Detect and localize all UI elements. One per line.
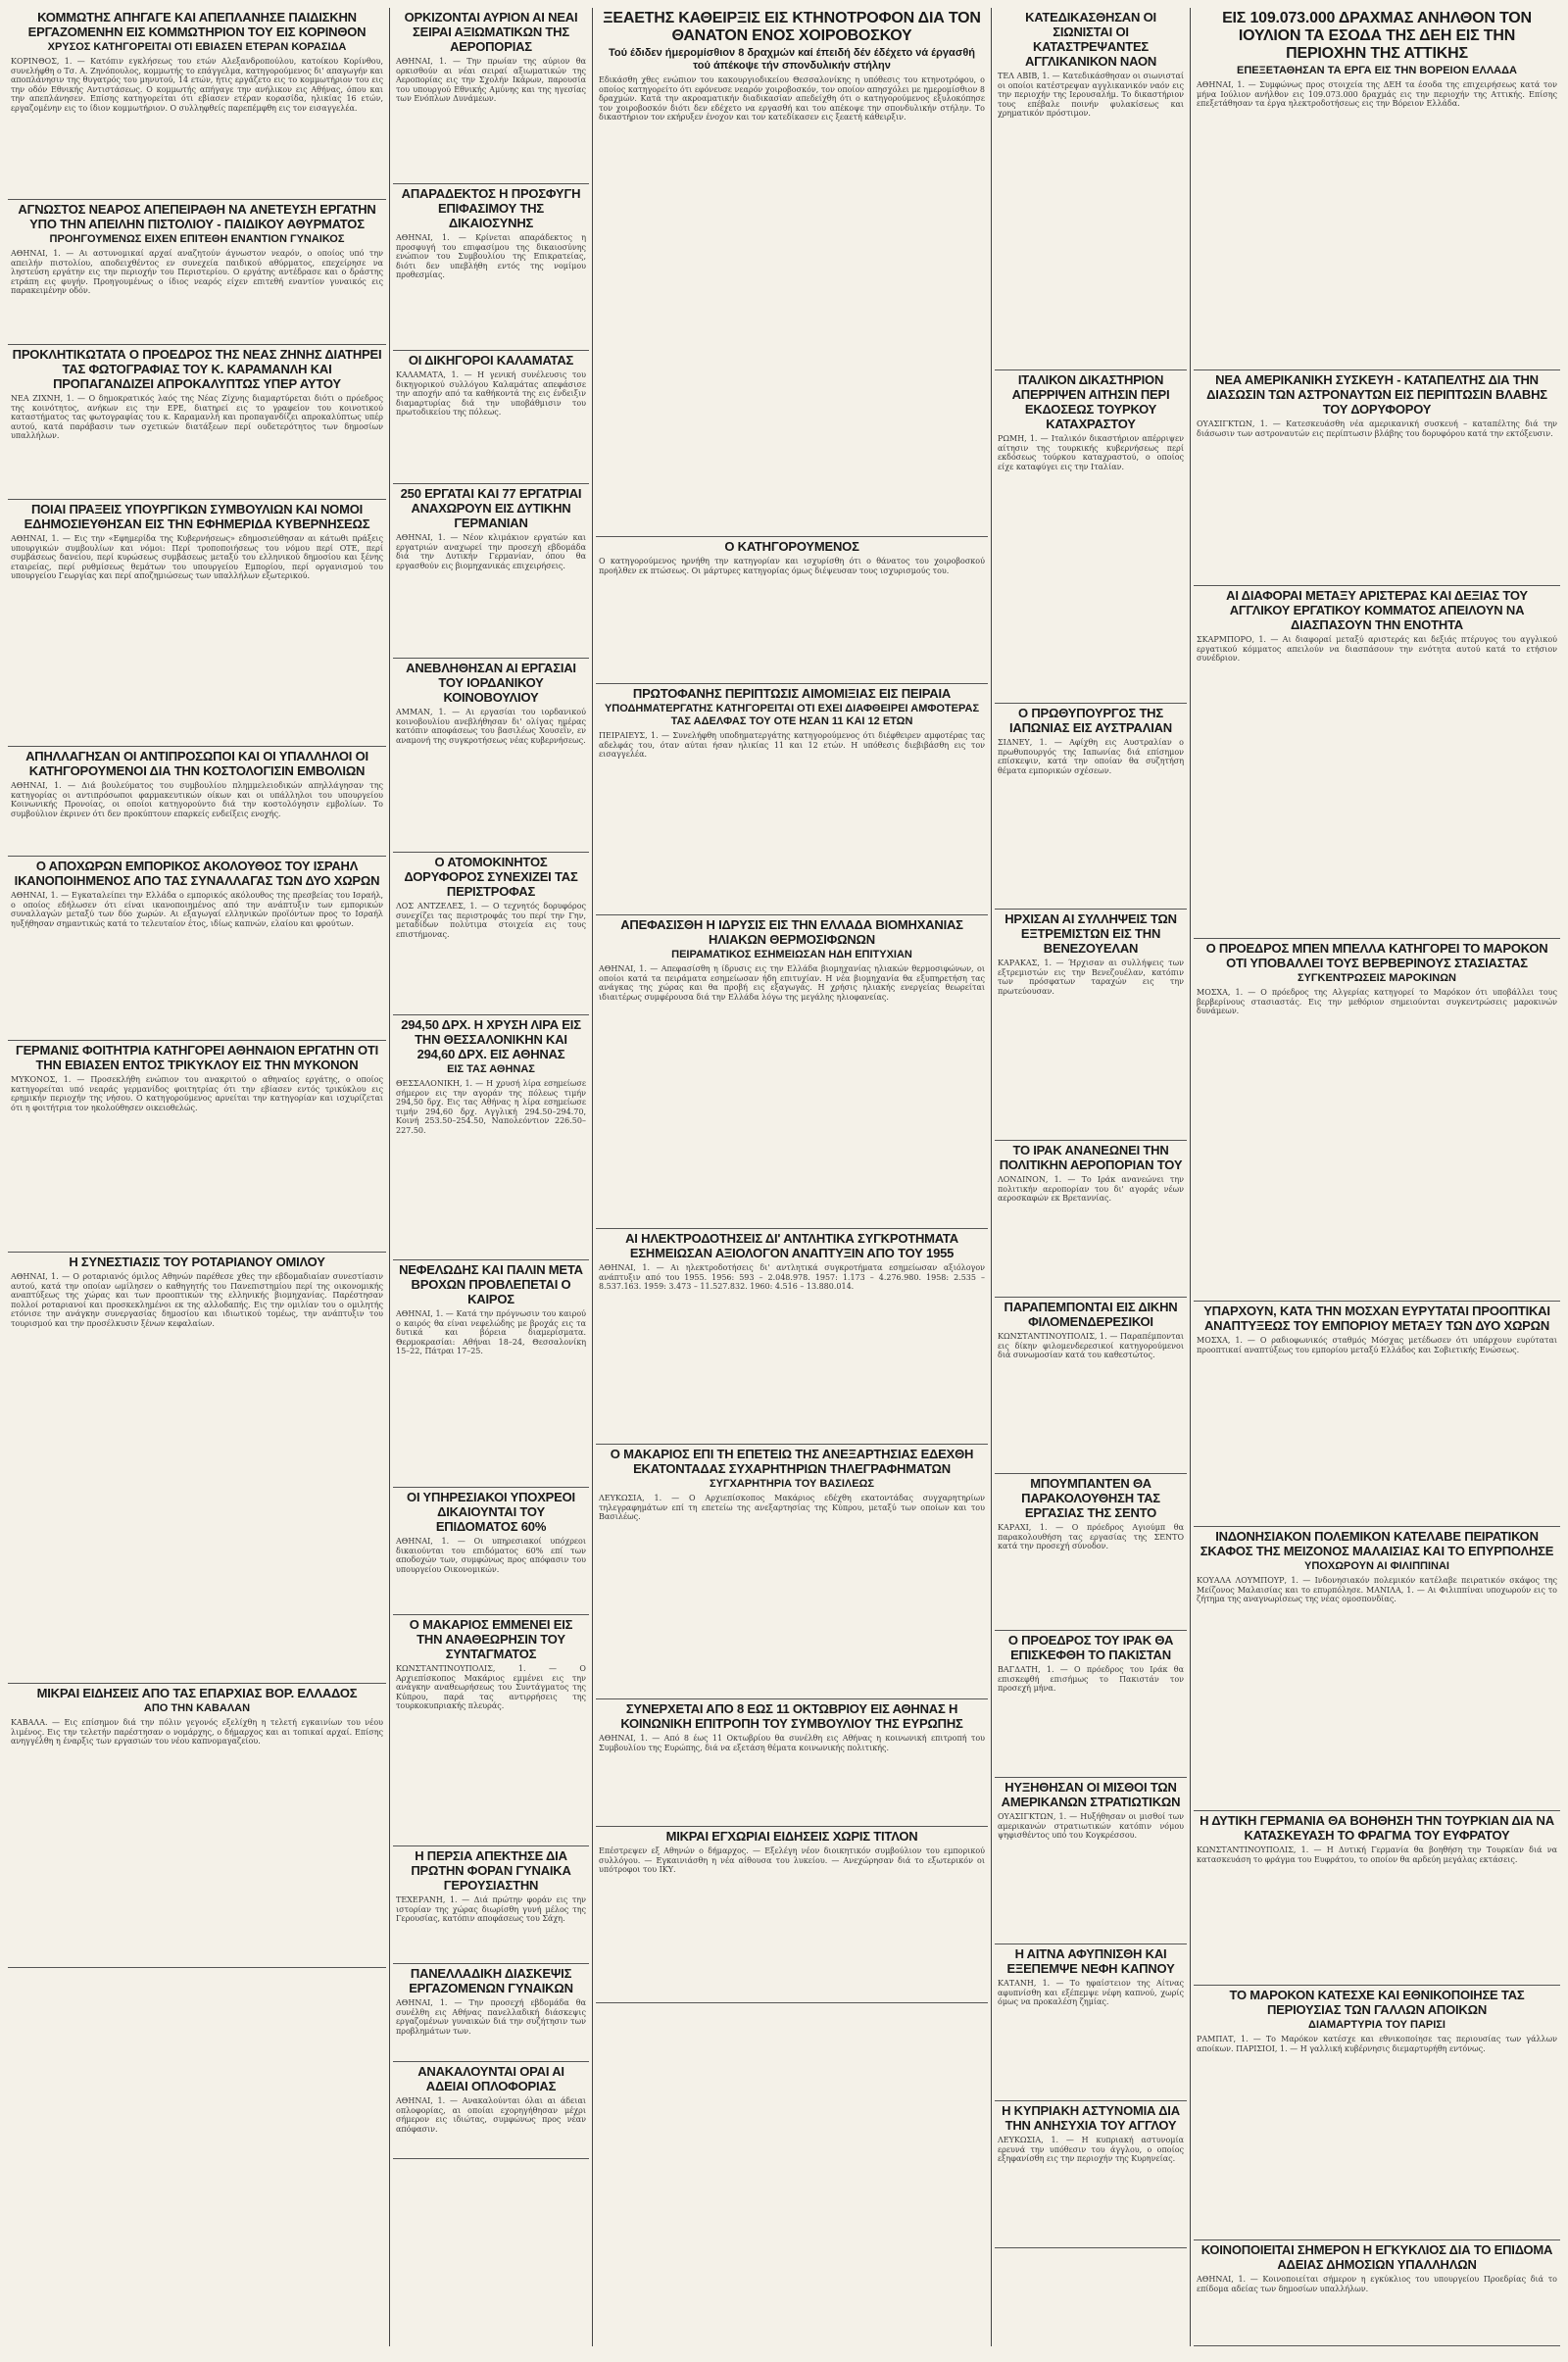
article xyxy=(596,684,988,915)
article xyxy=(1194,1527,1560,1811)
article xyxy=(393,484,589,659)
article-subhead: ΕΙΣ ΤΑΣ ΑΘΗΝΑΣ xyxy=(447,1063,535,1075)
article-headline: ΓΕΡΜΑΝΙΣ ΦΟΙΤΗΤΡΙΑ ΚΑΤΗΓΟΡΕΙ ΑΘΗΝΑΙΟΝ ΕΡΓΑΤΗΝ ΟΤΙ ΤΗΝ ΕΒΙΑΣΕΝ ΕΝΤΟΣ ΤΡΙΚΥΚΛΟΥ ΕΙΣ ΤΗΝ ΜΥΚΟΝΟΝ xyxy=(15,1043,379,1072)
article-headline: ΤΟ ΙΡΑΚ ΑΝΑΝΕΩΝΕΙ ΤΗΝ ΠΟΛΙΤΙΚΗΝ ΑΕΡΟΠΟΡΙΑΝ ΤΟΥ xyxy=(999,1143,1183,1172)
article-body: ΑΜΜΑΝ, 1. — Αι εργασίαι του ιορδανικού κοινοβουλίου ανεβλήθησαν δι' ολίγας ημέρας κατόπιν αποφάσεως του βασιλέως Χουσεΐν, εν αναμονή της συγκροτήσεως νέας κυβερνήσεως. xyxy=(396,708,586,745)
article-body: ΑΘΗΝΑΙ, 1. — Κοινοποιείται σήμερον η εγκύκλιος του υπουργείου Προεδρίας διά το επίδομα αδείας των δημοσίων υπαλλήλων. xyxy=(1197,2275,1557,2293)
column-2 xyxy=(393,8,589,2346)
article xyxy=(596,1699,988,1827)
article-headline: ΟΙ ΥΠΗΡΕΣΙΑΚΟΙ ΥΠΟΧΡΕΟΙ ΔΙΚΑΙΟΥΝΤΑΙ ΤΟΥ ΕΠΙΔΟΜΑΤΟΣ 60% xyxy=(407,1490,575,1534)
article-headline: ΕΙΣ 109.073.000 ΔΡΑΧΜΑΣ ΑΝΗΛΘΟΝ ΤΟΝ ΙΟΥΛΙΟΝ ΤΑ ΕΣΟΔΑ ΤΗΣ ΔΕΗ ΕΙΣ ΤΗΝ ΠΕΡΙΟΧΗΝ ΤΗΣ ΑΤΤΙΚΗΣ xyxy=(1222,10,1532,62)
article xyxy=(1194,2240,1560,2346)
article xyxy=(8,200,386,345)
article-headline: ΚΑΤΕΔΙΚΑΣΘΗΣΑΝ ΟΙ ΣΙΩΝΙΣΤΑΙ ΟΙ ΚΑΤΑΣΤΡΕΨΑΝΤΕΣ ΑΓΓΛΙΚΑΝΙΚΟΝ ΝΑΟΝ xyxy=(1024,10,1157,69)
article-headline: ΜΙΚΡΑΙ ΕΙΔΗΣΕΙΣ ΑΠΟ ΤΑΣ ΕΠΑΡΧΙΑΣ ΒΟΡ. ΕΛΛΑΔΟΣ xyxy=(36,1686,358,1700)
article-headline: Ο ΠΡΩΘΥΠΟΥΡΓΟΣ ΤΗΣ ΙΑΠΩΝΙΑΣ ΕΙΣ ΑΥΣΤΡΑΛΙΑΝ xyxy=(1009,706,1172,735)
article-body: ΑΘΗΝΑΙ, 1. — Ανακαλούνται όλαι αι άδειαι οπλοφορίας, αι οποίαι εχορηγήθησαν μέχρι σήμερον εις ιδιώτας, συμφώνως προς νέαν απόφασιν. xyxy=(396,2096,586,2134)
article-headline: Ο ΑΤΟΜΟΚΙΝΗΤΟΣ ΔΟΡΥΦΟΡΟΣ ΣΥΝΕΧΙΖΕΙ ΤΑΣ ΠΕΡΙΣΤΡΟΦΑΣ xyxy=(404,855,578,899)
article xyxy=(393,184,589,351)
article-body: ΘΕΣΣΑΛΟΝΙΚΗ, 1. — Η χρυσή λίρα εσημείωσε σήμερον εις την αγοράν της πόλεως τιμήν 294,50 δρχ. Εις τας Αθήνας η λίρα εσημείωσε τιμήν 294,60 δρχ. Αγγλική 294.50–294.70, Κοινή 253.50–254.50, Ναπολεόντιον 226.50–227.50. xyxy=(396,1079,586,1135)
article-body: ΛΕΥΚΩΣΙΑ, 1. — Ο Αρχιεπίσκοπος Μακάριος εδέχθη εκατοντάδας συγχαρητηρίων τηλεγραφημάτων επί τη επετείω της ανεξαρτησίας της Κύπρου, μεταξύ των οποίων και του Βασιλέως. xyxy=(599,1494,985,1522)
article-body: ΑΘΗΝΑΙ, 1. — Κρίνεται απαράδεκτος η προσφυγή του επιφασίμου της δικαιοσύνης ενώπιον του Συμβουλίου της Επικρατείας, διότι δεν υπεβλήθη εντός της νομίμου προθεσμίας. xyxy=(396,233,586,280)
article-body: ΚΟΥΑΛΑ ΛΟΥΜΠΟΥΡ, 1. — Ινδονησιακόν πολεμικόν κατέλαβε πειρατικόν σκάφος της Μείζονος Μαλαισίας και το επυρπόλησε. ΜΑΝΙΛΑ, 1. — Αι Φιλιππίναι υποχωρούν εις το ζήτημα της αναγνωρίσεως της νέας ομοσπονδίας. xyxy=(1197,1576,1557,1604)
article-body: ΠΕΙΡΑΙΕΥΣ, 1. — Συνελήφθη υποδηματεργάτης κατηγορούμενος ότι διέφθειρεν αμφοτέρας τας αδελφάς του, όταν αύται ήσαν ηλικίας 11 και 12 ετών. Η υπόθεσις διεβιβάσθη εις τον εισαγγελέα. xyxy=(599,731,985,760)
article xyxy=(596,915,988,1229)
article-headline: Ο ΚΑΤΗΓΟΡΟΥΜΕΝΟΣ xyxy=(724,539,859,554)
article-body: Ο κατηγορούμενος ηρνήθη την κατηγορίαν και ισχυρίσθη ότι ο θάνατος του χοιροβοσκού προήλθεν εκ πτώσεως. Οι μάρτυρες κατηγορίας όμως διέψευσαν τους ισχυρισμούς του. xyxy=(599,557,985,575)
article xyxy=(596,1827,988,2003)
article xyxy=(8,1684,386,1968)
article-body: ΝΕΑ ΖΙΧΝΗ, 1. — Ο δημοκρατικός λαός της Νέας Ζίχνης διαμαρτύρεται διότι ο πρόεδρος της κοινότητος, ανήκων εις την ΕΡΕ, διατηρεί εις το γραφείον του κοινοτικού καταστήματος τας φωτογραφίας του κ. Καραμανλή και προπαγανδίζει απροκαλύπτως υπέρ αυτού, κατά παράβασιν των σχετικών διατάξεων περί ουδετερότητος των δημοσίων υπαλλήλων. xyxy=(11,394,383,441)
article-body: ΚΩΝΣΤΑΝΤΙΝΟΥΠΟΛΙΣ, 1. — Ο Αρχιεπίσκοπος Μακάριος εμμένει εις την ανάγκην αναθεωρήσεως του Συντάγματος της Κύπρου, παρά τας αντιρρήσεις της τουρκοκυπριακής πλευράς. xyxy=(396,1664,586,1711)
article xyxy=(393,853,589,1015)
article-subhead: ΧΡΥΣΟΣ ΚΑΤΗΓΟΡΕΙΤΑΙ ΟΤΙ ΕΒΙΑΣΕΝ ΕΤΕΡΑΝ ΚΟΡΑΣΙΔΑ xyxy=(47,41,347,53)
article-body: ΟΥΑΣΙΓΚΤΩΝ, 1. — Ηυξήθησαν οι μισθοί των αμερικανών στρατιωτικών κατόπιν νόμου ψηφισθέντος υπό του Κογκρέσσου. xyxy=(998,1812,1184,1841)
article xyxy=(1194,939,1560,1302)
article-body: ΜΟΣΧΑ, 1. — Ο ραδιοφωνικός σταθμός Μόσχας μετέδωσεν ότι υπάρχουν ευρύταται προοπτικαί αναπτύξεως του εμπορίου μεταξύ Ελλάδος και Σοβιετικής Ενώσεως. xyxy=(1197,1336,1557,1354)
article xyxy=(8,345,386,500)
article-headline: ΟΙ ΔΙΚΗΓΟΡΟΙ ΚΑΛΑΜΑΤΑΣ xyxy=(408,353,574,368)
article xyxy=(995,370,1187,704)
article-subhead: ΥΠΟΔΗΜΑΤΕΡΓΑΤΗΣ ΚΑΤΗΓΟΡΕΙΤΑΙ ΟΤΙ ΕΧΕΙ ΔΙΑΦΘΕΙΡΕΙ ΑΜΦΟΤΕΡΑΣ ΤΑΣ ΑΔΕΛΦΑΣ ΤΟΥ ΟΤΕ ΗΣΑΝ 11 ΚΑΙ 12 ΕΤΩΝ xyxy=(604,703,980,727)
article xyxy=(596,8,988,537)
article-headline: 294,50 ΔΡΧ. Η ΧΡΥΣΗ ΛΙΡΑ ΕΙΣ ΤΗΝ ΘΕΣΣΑΛΟΝΙΚΗΝ ΚΑΙ 294,60 ΔΡΧ. ΕΙΣ ΑΘΗΝΑΣ xyxy=(401,1017,581,1061)
article-body: ΚΑΒΑΛΑ. — Εις επίσημον διά την πόλιν γεγονός εξελίχθη η τελετή εγκαινίων του νέου λιμένος. Εις την τελετήν παρέστησαν ο νομάρχης, ο δήμαρχος και αι τοπικαί αρχαί. Επίσης ανηγγέλθη η έναρξις των εργασιών του νέου καπνομαγαζείου. xyxy=(11,1718,383,1747)
article-subhead: ΕΠΕΞΕΤΑΘΗΣΑΝ ΤΑ ΕΡΓΑ ΕΙΣ ΤΗΝ ΒΟΡΕΙΟΝ ΕΛΛΑΔΑ xyxy=(1237,65,1517,76)
article-headline: ΥΠΑΡΧΟΥΝ, ΚΑΤΑ ΤΗΝ ΜΟΣΧΑΝ ΕΥΡΥΤΑΤΑΙ ΠΡΟΟΠΤΙΚΑΙ ΑΝΑΠΤΥΞΕΩΣ ΤΟΥ ΕΜΠΟΡΙΟΥ ΜΕΤΑΞΥ ΤΩΝ ΔΥΟ ΧΩΡΩΝ xyxy=(1203,1304,1550,1333)
article xyxy=(8,1041,386,1253)
article-headline: Ο ΜΑΚΑΡΙΟΣ ΕΠΙ ΤΗ ΕΠΕΤΕΙΩ ΤΗΣ ΑΝΕΞΑΡΤΗΣΙΑΣ ΕΔΕΧΘΗ ΕΚΑΤΟΝΤΑΔΑΣ ΣΥΧΑΡΗΤΗΡΙΩΝ ΤΗΛΕΓΡΑΦΗΜΑΤΩΝ xyxy=(610,1447,974,1476)
article-headline: ΑΠΑΡΑΔΕΚΤΟΣ Η ΠΡΟΣΦΥΓΗ ΕΠΙΦΑΣΙΜΟΥ ΤΗΣ ΔΙΚΑΙΟΣΥΝΗΣ xyxy=(401,186,581,230)
article-body: ΚΩΝΣΤΑΝΤΙΝΟΥΠΟΛΙΣ, 1. — Παραπέμπονται εις δίκην φιλομενδερεσικοί κατηγορούμενοι διά συνωμοσίαν κατά του καθεστώτος. xyxy=(998,1332,1184,1360)
article-body: ΡΑΜΠΑΤ, 1. — Το Μαρόκον κατέσχε και εθνικοποίησε τας περιουσίας των γάλλων αποίκων. ΠΑΡΙΣΙΟΙ, 1. — Η γαλλική κυβέρνησις διεμαρτυρήθη εντόνως. xyxy=(1197,2035,1557,2053)
article xyxy=(995,1944,1187,2101)
article-headline: Η ΔΥΤΙΚΗ ΓΕΡΜΑΝΙΑ ΘΑ ΒΟΗΘΗΣΗ ΤΗΝ ΤΟΥΡΚΙΑΝ ΔΙΑ ΝΑ ΚΑΤΑΣΚΕΥΑΣΗ ΤΟ ΦΡΑΓΜΑ ΤΟΥ ΕΥΦΡΑΤΟΥ xyxy=(1200,1813,1554,1843)
article-body: ΟΥΑΣΙΓΚΤΩΝ, 1. — Κατεσκευάσθη νέα αμερικανική συσκευή – καταπέλτης διά την διάσωσιν των αστροναυτών εις περίπτωσιν βλάβης του δορυφόρου κατά την εκτόξευσιν. xyxy=(1197,419,1557,438)
article xyxy=(1194,1986,1560,2240)
article xyxy=(995,8,1187,370)
article xyxy=(995,910,1187,1141)
article xyxy=(596,537,988,684)
article xyxy=(8,857,386,1041)
article xyxy=(995,2101,1187,2248)
article-headline: ΠΑΡΑΠΕΜΠΟΝΤΑΙ ΕΙΣ ΔΙΚΗΝ ΦΙΛΟΜΕΝΔΕΡΕΣΙΚΟΙ xyxy=(1004,1300,1178,1329)
article-headline: ΞΕΑΕΤΗΣ ΚΑΘΕΙΡΞΙΣ ΕΙΣ ΚΤΗΝΟΤΡΟΦΟΝ ΔΙΑ ΤΟΝ ΘΑΝΑΤΟΝ ΕΝΟΣ ΧΟΙΡΟΒΟΣΚΟΥ xyxy=(603,10,981,44)
article-body: ΑΘΗΝΑΙ, 1. — Κατά την πρόγνωσιν του καιρού ο καιρός θα είναι νεφελώδης με βροχάς εις τα δυτικά και βόρεια διαμερίσματα. Θερμοκρασίαι: Αθήναι 18–24, Θεσσαλονίκη 15–22, Πάτραι 17–25. xyxy=(396,1309,586,1356)
article-headline: ΟΡΚΙΖΟΝΤΑΙ ΑΥΡΙΟΝ ΑΙ ΝΕΑΙ ΣΕΙΡΑΙ ΑΞΙΩΜΑΤΙΚΩΝ ΤΗΣ ΑΕΡΟΠΟΡΙΑΣ xyxy=(404,10,578,54)
article-body: ΛΟΝΔΙΝΟΝ, 1. — Το Ιράκ ανανεώνει την πολιτικήν αεροπορίαν του δι' αγοράς νέων αεροσκαφών εκ Βρεταννίας. xyxy=(998,1175,1184,1204)
article-body: ΚΑΤΑΝΗ, 1. — Το ηφαίστειον της Αίτνας αφυπνίσθη και εξέπεμψε νέφη καπνού, χωρίς όμως να προκαλέση ζημίας. xyxy=(998,1979,1184,2007)
article xyxy=(995,1298,1187,1474)
article xyxy=(393,2062,589,2159)
article-headline: ΑΙ ΗΛΕΚΤΡΟΔΟΤΗΣΕΙΣ ΔΙ' ΑΝΤΛΗΤΙΚΑ ΣΥΓΚΡΟΤΗΜΑΤΑ ΕΣΗΜΕΙΩΣΑΝ ΑΞΙΟΛΟΓΟΝ ΑΝΑΠΤΥΞΙΝ ΑΠΟ ΤΟΥ 1955 xyxy=(625,1231,958,1260)
article xyxy=(995,704,1187,910)
article xyxy=(596,1445,988,1699)
article-body: ΒΑΓΔΑΤΗ, 1. — Ο πρόεδρος του Ιράκ θα επισκεφθή επισήμως το Πακιστάν τον προσεχή μήνα. xyxy=(998,1665,1184,1694)
article-body: ΤΕΛ ΑΒΙΒ, 1. — Κατεδικάσθησαν οι σιωνισταί οι οποίοι κατέστρεψαν αγγλικανικόν ναόν εις την περιοχήν της Ιερουσαλήμ. Το δικαστήριον τους επέβαλε ποινήν φυλακίσεως και χρηματικόν πρόστιμον. xyxy=(998,72,1184,119)
article-headline: ΠΡΟΚΛΗΤΙΚΩΤΑΤΑ Ο ΠΡΟΕΔΡΟΣ ΤΗΣ ΝΕΑΣ ΖΗΝΗΣ ΔΙΑΤΗΡΕΙ ΤΑΣ ΦΩΤΟΓΡΑΦΙΑΣ ΤΟΥ Κ. ΚΑΡΑΜΑΝΛΗ ΚΑΙ ΠΡΟΠΑΓΑΝΔΙΖΕΙ ΑΠΡΟΚΑΛΥΠΤΩΣ ΥΠΕΡ ΑΥΤΟΥ xyxy=(12,347,382,391)
article-body: ΚΑΡΑΚΑΣ, 1. — Ήρχισαν αι συλλήψεις των εξτρεμιστών εις την Βενεζουέλαν, κατόπιν των πρόσφατων ταραχών εις την πρωτεύουσαν. xyxy=(998,959,1184,996)
article xyxy=(596,1229,988,1445)
article xyxy=(8,1253,386,1684)
article-body: ΤΕΧΕΡΑΝΗ, 1. — Διά πρώτην φοράν εις την ιστορίαν της χώρας διωρίσθη γυνή μέλος της Γερουσίας, κατόπιν αποφάσεως του Σάχη. xyxy=(396,1895,586,1924)
article-body: ΣΙΔΝΕΥ, 1. — Αφίχθη εις Αυστραλίαν ο πρωθυπουργός της Ιαπωνίας διά επίσημον επίσκεψιν, κατά την οποίαν θα συζητήση θέματα εμπορικών σχέσεων. xyxy=(998,738,1184,775)
column-1 xyxy=(8,8,386,2346)
article-headline: Ο ΠΡΟΕΔΡΟΣ ΤΟΥ ΙΡΑΚ ΘΑ ΕΠΙΣΚΕΦΘΗ ΤΟ ΠΑΚΙΣΤΑΝ xyxy=(1007,1633,1174,1662)
article-body: Επέστρεψεν εξ Αθηνών ο δήμαρχος. — Εξελέγη νέον διοικητικόν συμβούλιον του εμπορικού συλλόγου. — Εγκαινιάσθη η νέα αίθουσα του λυκείου. — Ανεχώρησαν διά το εξωτερικόν οι υπότροφοι του ΙΚΥ. xyxy=(599,1846,985,1875)
article-body: ΚΑΡΑΧΙ, 1. — Ο πρόεδρος Αγιούμπ θα παρακολουθήση τας εργασίας της ΣΕΝΤΟ κατά την προσεχή σύνοδον. xyxy=(998,1523,1184,1551)
article-body: ΡΩΜΗ, 1. — Ιταλικόν δικαστήριον απέρριψεν αίτησιν της τουρκικής κυβερνήσεως περί εκδόσεως τούρκου καταχραστού, ο οποίος είχε καταφύγει εις την Ιταλίαν. xyxy=(998,434,1184,471)
article-body: ΑΘΗΝΑΙ, 1. — Εγκαταλείπει την Ελλάδα ο εμπορικός ακόλουθος της πρεσβείας του Ισραήλ, ο οποίος εδήλωσεν ότι είναι ικανοποιημένος από την ανάπτυξιν των εμπορικών συναλλαγών μεταξύ των δύο χωρών. Αι εξαγωγαί ελληνικών προϊόντων προς το Ισραήλ ηυξήθησαν σημαντικώς κατά το τελευταίον έτος, ιδίως καπνών, ελαίου και φρούτων. xyxy=(11,891,383,928)
article-headline: ΜΠΟΥΜΠΑΝΤΕΝ ΘΑ ΠΑΡΑΚΟΛΟΥΘΗΣΗ ΤΑΣ ΕΡΓΑΣΙΑΣ ΤΗΣ ΣΕΝΤΟ xyxy=(1021,1476,1160,1520)
article xyxy=(393,351,589,484)
article-subhead: ΣΥΓΚΕΝΤΡΩΣΕΙΣ ΜΑΡΟΚΙΝΩΝ xyxy=(1297,972,1456,984)
article-headline: ΠΑΝΕΛΛΑΔΙΚΗ ΔΙΑΣΚΕΨΙΣ ΕΡΓΑΖΟΜΕΝΩΝ ΓΥΝΑΙΚΩΝ xyxy=(409,1966,573,1995)
article xyxy=(8,500,386,747)
article xyxy=(393,1846,589,1964)
article xyxy=(995,1474,1187,1631)
article-headline: ΑΝΕΒΛΗΘΗΣΑΝ ΑΙ ΕΡΓΑΣΙΑΙ ΤΟΥ ΙΟΡΔΑΝΙΚΟΥ ΚΟΙΝΟΒΟΥΛΙΟΥ xyxy=(406,661,576,705)
article-subhead: ΠΕΙΡΑΜΑΤΙΚΟΣ ΕΣΗΜΕΙΩΣΑΝ ΗΔΗ ΕΠΙΤΥΧΙΑΝ xyxy=(671,949,912,960)
article-headline: ΠΟΙΑΙ ΠΡΑΞΕΙΣ ΥΠΟΥΡΓΙΚΩΝ ΣΥΜΒΟΥΛΙΩΝ ΚΑΙ ΝΟΜΟΙ ΕΔΗΜΟΣΙΕΥΘΗΣΑΝ ΕΙΣ ΤΗΝ ΕΦΗΜΕΡΙΔΑ ΚΥΒΕΡΝΗΣΕΩΣ xyxy=(24,502,370,531)
column-3 xyxy=(596,8,988,2346)
article xyxy=(995,1778,1187,1944)
article xyxy=(1194,586,1560,939)
article-subhead: Τού έδιδεν ήμερομίσθιον 8 δραχμών καί έπειδή δέν έδέχετο νά έργασθή τού άπέκοψε τήν σπονδυλικήν στήλην xyxy=(608,47,976,72)
article-body: ΜΥΚΟΝΟΣ, 1. — Προσεκλήθη ενώπιον του ανακριτού ο αθηναίος εργάτης, ο οποίος κατηγορείται υπό νεαράς γερμανίδος φοιτητρίας ότι την εβίασεν εντός τρικύκλου εις ερημικήν περιοχήν της νήσου. Ο κατηγορούμενος αρνείται την κατηγορίαν και ισχυρίζεται ότι η φοιτήτρια τον ηκολούθησεν οικειοθελώς. xyxy=(11,1075,383,1112)
article-subhead: ΥΠΟΧΩΡΟΥΝ ΑΙ ΦΙΛΙΠΠΙΝΑΙ xyxy=(1304,1560,1449,1572)
article-body: ΑΘΗΝΑΙ, 1. — Ο ροταριανός όμιλος Αθηνών παρέθεσε χθες την εβδομαδιαίαν συνεστίασιν αυτού, κατά την οποίαν ωμίλησεν ο καθηγητής του Πανεπιστημίου περί της οικονομικής αναπτύξεως της χώρας και των προοπτικών της ελληνικής βιομηχανίας. Παρέστησαν πολλοί ροταριανοί και προσκεκλημένοι εκ της αλλοδαπής. Εις την ομιλίαν του ο ομιλητής ετόνισε την ανάγκην συνεργασίας δημοσίου και ιδιωτικού τομέως, την ανάπτυξιν του τουρισμού και την προσέλκυσιν ξένων κεφαλαίων. xyxy=(11,1272,383,1328)
article-body: ΛΕΥΚΩΣΙΑ, 1. — Η κυπριακή αστυνομία ερευνά την υπόθεσιν του άγγλου, ο οποίος εξηφανίσθη εις την περιοχήν της Κυρηνείας. xyxy=(998,2136,1184,2164)
article-headline: ΑΠΗΛΛΑΓΗΣΑΝ ΟΙ ΑΝΤΙΠΡΟΣΩΠΟΙ ΚΑΙ ΟΙ ΥΠΑΛΛΗΛΟΙ ΟΙ ΚΑΤΗΓΟΡΟΥΜΕΝΟΙ ΔΙΑ ΤΗΝ ΚΟΣΤΟΛΟΓΙΣΙΝ ΕΜΒΟΛΙΩΝ xyxy=(25,749,368,778)
article-body: ΑΘΗΝΑΙ, 1. — Εις την «Εφημερίδα της Κυβερνήσεως» εδημοσιεύθησαν αι κάτωθι πράξεις υπουργικών συμβουλίων και νόμοι: Περί τροποποιήσεως του νόμου περί ΟΤΕ, περί συμβάσεως δανείου, περί κυρώσεως συμβάσεως μεταξύ του ελληνικού δημοσίου και ξένης εταιρείας, περί ρυθμίσεως θεμάτων του υπουργείου Εμπορίου, περί οργανισμού του υπουργείου Γεωργίας και περί αποζημιώσεως των υπαλλήλων εξωτερικού. xyxy=(11,534,383,581)
article-body: ΛΟΣ ΑΝΤΖΕΛΕΣ, 1. — Ο τεχνητός δορυφόρος συνεχίζει τας περιστροφάς του περί την Γην, μεταδίδων πολύτιμα στοιχεία εις τους επιστήμονας. xyxy=(396,902,586,939)
article-headline: Η ΚΥΠΡΙΑΚΗ ΑΣΤΥΝΟΜΙΑ ΔΙΑ ΤΗΝ ΑΝΗΣΥΧΙΑ ΤΟΥ ΑΓΓΛΟΥ xyxy=(1002,2103,1180,2133)
article xyxy=(995,1631,1187,1778)
article-headline: Ο ΑΠΟΧΩΡΩΝ ΕΜΠΟΡΙΚΟΣ ΑΚΟΛΟΥΘΟΣ ΤΟΥ ΙΣΡΑΗΛ ΙΚΑΝΟΠΟΙΗΜΕΝΟΣ ΑΠΟ ΤΑΣ ΣΥΝΑΛΛΑΓΑΣ ΤΩΝ ΔΥΟ ΧΩΡΩΝ xyxy=(14,859,380,888)
article-headline: ΣΥΝΕΡΧΕΤΑΙ ΑΠΟ 8 ΕΩΣ 11 ΟΚΤΩΒΡΙΟΥ ΕΙΣ ΑΘΗΝΑΣ Η ΚΟΙΝΩΝΙΚΗ ΕΠΙΤΡΟΠΗ ΤΟΥ ΣΥΜΒΟΥΛΙΟΥ ΤΗΣ ΕΥΡΩΠΗΣ xyxy=(620,1701,963,1731)
article-headline: ΚΟΙΝΟΠΟΙΕΙΤΑΙ ΣΗΜΕΡΟΝ Η ΕΓΚΥΚΛΙΟΣ ΔΙΑ ΤΟ ΕΠΙΔΟΜΑ ΑΔΕΙΑΣ ΔΗΜΟΣΙΩΝ ΥΠΑΛΛΗΛΩΝ xyxy=(1200,2242,1553,2272)
article xyxy=(8,747,386,857)
article-body: ΑΘΗΝΑΙ, 1. — Την προσεχή εβδομάδα θα συνέλθη εις Αθήνας πανελλαδική διάσκεψις εργαζομένων γυναικών διά την συζήτησιν των προβλημάτων των. xyxy=(396,1998,586,2036)
article xyxy=(393,659,589,853)
article-body: ΑΘΗΝΑΙ, 1. — Συμφώνως προς στοιχεία της ΔΕΗ τα έσοδα της επιχειρήσεως κατά τον μήνα Ιούλιον ανήλθον εις 109.073.000 δραχμάς εις την περιοχήν της Αττικής. Επίσης επεξετάθησαν τα έργα ηλεκτροδοτήσεως εις την Βόρειον Ελλάδα. xyxy=(1197,80,1557,109)
article-subhead: ΔΙΑΜΑΡΤΥΡΙΑ ΤΟΥ ΠΑΡΙΣΙ xyxy=(1308,2019,1446,2031)
article-subhead: ΣΥΓΧΑΡΗΤΗΡΙΑ ΤΟΥ ΒΑΣΙΛΕΩΣ xyxy=(710,1478,874,1490)
article-headline: 250 ΕΡΓΑΤΑΙ ΚΑΙ 77 ΕΡΓΑΤΡΙΑΙ ΑΝΑΧΩΡΟΥΝ ΕΙΣ ΔΥΤΙΚΗΝ ΓΕΡΜΑΝΙΑΝ xyxy=(400,486,582,530)
article-body: ΑΘΗΝΑΙ, 1. — Αι αστυνομικαί αρχαί αναζητούν άγνωστον νεαρόν, ο οποίος υπό την απειλήν πιστολίου, αποδειχθέντος εν συνεχεία παιδικού αθύρματος, επεχείρησε να ληστεύση εργάτην εις την περιοχήν του Περιστερίου. Ο εργάτης αντέδρασε και ο δράστης ετράπη εις φυγήν. Προηγουμένως ο ίδιος νεαρός είχεν επιτεθή εναντίον γυναικός εις παρακειμένην οδόν. xyxy=(11,249,383,296)
article-body: ΣΚΑΡΜΠΟΡΟ, 1. — Αι διαφοραί μεταξύ αριστεράς και δεξιάς πτέρυγος του αγγλικού εργατικού κόμματος απειλούν να διασπάσουν την ενότητα αυτού κατά το ετήσιον συνέδριον. xyxy=(1197,635,1557,664)
article-body: Εδικάσθη χθες ενώπιον του κακουργιοδικείου Θεσσαλονίκης η υπόθεσις του κτηνοτρόφου, ο οποίος κατηγορείτο ότι εφόνευσε νεαρόν χοιροβοσκόν, τον οποίον απησχόλει με ημερομίσθιον 8 δραχμών. Κατά την ακροαματικήν διαδικασίαν απεδείχθη ότι ο κατηγορούμενος εξυλοκόπησε τον χοιροβοσκόν διότι δεν εδέχετο να εργασθή και του απέκοψε την σπονδυλικήν στήλην. Το δικαστήριον τον εκήρυξεν ένοχον και τον κατεδίκασεν εις ξεαετή κάθειρξιν. xyxy=(599,75,985,123)
article xyxy=(393,1015,589,1260)
column-5 xyxy=(1194,8,1560,2346)
article-body: ΚΟΡΙΝΘΟΣ, 1. — Κατόπιν εγκλήσεως του ετών Αλεξανδροπούλου, κατοίκου Κορίνθου, συνελήφθη ο Τσ. Α. Ζηνόπουλος, κομμωτής το επάγγελμα, κατηγορούμενος δι' απαγωγήν και αποπλάνησιν της θυγατρός του μηνυτού, 14 ετών, ήτις εργάζετο εις το κομμωτήριον του εις την οδόν Εθνικής Αντιστάσεως. Ο κομμωτής απήγαγε την ανήλικον εις Αθήνας, όπου και την απεπλάνησεν. Επίσης κατηγορείται ότι εβίασεν ετέραν κορασίδα, ηλικίας 16 ετών, εργαζομένην εις το ίδιον κομμωτήριον. Ο συλληφθείς παρεπέμφθη εις τον εισαγγελέα. xyxy=(11,57,383,113)
article-subhead: ΠΡΟΗΓΟΥΜΕΝΩΣ ΕΙΧΕΝ ΕΠΙΤΕΘΗ ΕΝΑΝΤΙΟΝ ΓΥΝΑΙΚΟΣ xyxy=(49,233,345,245)
article-headline: ΙΝΔΟΝΗΣΙΑΚΟΝ ΠΟΛΕΜΙΚΟΝ ΚΑΤΕΛΑΒΕ ΠΕΙΡΑΤΙΚΟΝ ΣΚΑΦΟΣ ΤΗΣ ΜΕΙΖΟΝΟΣ ΜΑΛΑΙΣΙΑΣ ΚΑΙ ΤΟ ΕΠΥΡΠΟΛΗΣΕ xyxy=(1200,1529,1554,1558)
column-rule xyxy=(1190,8,1191,2346)
column-4 xyxy=(995,8,1187,2346)
article-headline: Ο ΜΑΚΑΡΙΟΣ ΕΜΜΕΝΕΙ ΕΙΣ ΤΗΝ ΑΝΑΘΕΩΡΗΣΙΝ ΤΟΥ ΣΥΝΤΑΓΜΑΤΟΣ xyxy=(409,1617,573,1661)
article-body: ΑΘΗΝΑΙ, 1. — Την πρωίαν της αύριον θα ορκισθούν αι νέαι σειραί αξιωματικών της Αεροπορίας εις την Σχολήν Ικάρων, παρουσία του υπουργού Εθνικής Αμύνης και της ηγεσίας των Ενόπλων Δυνάμεων. xyxy=(396,57,586,104)
article xyxy=(1194,1811,1560,1986)
article-headline: ΗΡΧΙΣΑΝ ΑΙ ΣΥΛΛΗΨΕΙΣ ΤΩΝ ΕΞΤΡΕΜΙΣΤΩΝ ΕΙΣ ΤΗΝ ΒΕΝΕΖΟΥΕΛΑΝ xyxy=(1004,911,1177,956)
article-headline: ΑΝΑΚΑΛΟΥΝΤΑΙ ΟΡΑΙ ΑΙ ΑΔΕΙΑΙ ΟΠΛΟΦΟΡΙΑΣ xyxy=(417,2064,564,2093)
article-body: ΑΘΗΝΑΙ, 1. — Από 8 έως 11 Οκτωβρίου θα συνέλθη εις Αθήνας η κοινωνική επιτροπή του Συμβουλίου της Ευρώπης, διά να εξετάση θέματα κοινωνικής πολιτικής. xyxy=(599,1734,985,1752)
article-headline: ΑΙ ΔΙΑΦΟΡΑΙ ΜΕΤΑΞΥ ΑΡΙΣΤΕΡΑΣ ΚΑΙ ΔΕΞΙΑΣ ΤΟΥ ΑΓΓΛΙΚΟΥ ΕΡΓΑΤΙΚΟΥ ΚΟΜΜΑΤΟΣ ΑΠΕΙΛΟΥΝ ΝΑ ΔΙΑΣΠΑΣΟΥΝ ΤΗΝ ΕΝΟΤΗΤΑ xyxy=(1226,588,1528,632)
article-headline: ΙΤΑΛΙΚΟΝ ΔΙΚΑΣΤΗΡΙΟΝ ΑΠΕΡΡΙΨΕΝ ΑΙΤΗΣΙΝ ΠΕΡΙ ΕΚΔΟΣΕΩΣ ΤΟΥΡΚΟΥ ΚΑΤΑΧΡΑΣΤΟΥ xyxy=(1011,372,1170,431)
article xyxy=(393,8,589,184)
article xyxy=(1194,370,1560,586)
article-headline: ΝΕΑ ΑΜΕΡΙΚΑΝΙΚΗ ΣΥΣΚΕΥΗ - ΚΑΤΑΠΕΛΤΗΣ ΔΙΑ ΤΗΝ ΔΙΑΣΩΣΙΝ ΤΩΝ ΑΣΤΡΟΝΑΥΤΩΝ ΕΙΣ ΠΕΡΙΠΤΩΣΙΝ ΒΛΑΒΗΣ ΤΟΥ ΔΟΡΥΦΟΡΟΥ xyxy=(1206,372,1547,417)
newspaper-page xyxy=(8,8,1560,2346)
article-body: ΜΟΣΧΑ, 1. — Ο πρόεδρος της Αλγερίας κατηγορεί το Μαρόκον ότι υποβάλλει τους βερβερίνους στασιαστάς. Εις την μεθόριον σημειούνται συγκεντρώσεις μαροκινών δυνάμεων. xyxy=(1197,988,1557,1016)
article-headline: ΑΠΕΦΑΣΙΣΘΗ Η ΙΔΡΥΣΙΣ ΕΙΣ ΤΗΝ ΕΛΛΑΔΑ ΒΙΟΜΗΧΑΝΙΑΣ ΗΛΙΑΚΩΝ ΘΕΡΜΟΣΙΦΩΝΩΝ xyxy=(620,917,963,947)
article xyxy=(8,8,386,200)
article-headline: ΝΕΦΕΛΩΔΗΣ ΚΑΙ ΠΑΛΙΝ ΜΕΤΑ ΒΡΟΧΩΝ ΠΡΟΒΛΕΠΕΤΑΙ Ο ΚΑΙΡΟΣ xyxy=(399,1262,583,1306)
article-headline: ΤΟ ΜΑΡΟΚΟΝ ΚΑΤΕΣΧΕ ΚΑΙ ΕΘΝΙΚΟΠΟΙΗΣΕ ΤΑΣ ΠΕΡΙΟΥΣΙΑΣ ΤΩΝ ΓΑΛΛΩΝ ΑΠΟΙΚΩΝ xyxy=(1229,1988,1525,2017)
article xyxy=(393,1964,589,2062)
article xyxy=(393,1488,589,1615)
column-rule xyxy=(389,8,390,2346)
article-headline: ΚΟΜΜΩΤΗΣ ΑΠΗΓΑΓΕ ΚΑΙ ΑΠΕΠΛΑΝΗΣΕ ΠΑΙΔΙΣΚΗΝ ΕΡΓΑΖΟΜΕΝΗΝ ΕΙΣ ΚΟΜΜΩΤΗΡΙΟΝ ΤΟΥ ΕΙΣ ΚΟΡΙΝΘΟΝ xyxy=(27,10,367,39)
article-headline: Ο ΠΡΟΕΔΡΟΣ ΜΠΕΝ ΜΠΕΛΛΑ ΚΑΤΗΓΟΡΕΙ ΤΟ ΜΑΡΟΚΟΝ ΟΤΙ ΥΠΟΒΑΛΛΕΙ ΤΟΥΣ ΒΕΡΒΕΡΙΝΟΥΣ ΣΤΑΣΙΑΣΤΑΣ xyxy=(1205,941,1548,970)
article xyxy=(393,1615,589,1846)
article-body: ΑΘΗΝΑΙ, 1. — Διά βουλεύματος του συμβουλίου πλημμελειοδικών απηλλάγησαν της κατηγορίας οι αντιπρόσωποι φαρμακευτικών οίκων και οι υπάλληλοι του υπουργείου Κοινωνικής Προνοίας, οι οποίοι κατηγορούντο διά την κοστολόγησιν εμβολίων. Το συμβούλιον έκρινεν ότι δεν προκύπτουν επαρκείς ενδείξεις ενοχής. xyxy=(11,781,383,818)
article xyxy=(393,1260,589,1488)
article-body: ΑΘΗΝΑΙ, 1. — Αι ηλεκτροδοτήσεις δι' αντλητικά συγκροτήματα εσημείωσαν αξιόλογον ανάπτυξιν από του 1955. 1956: 593 – 2.048.978. 1957: 1.173 – 4.276.980. 1958: 2.535 – 8.537.163. 1959: 3.473 – 11.527.832. 1960: 4.516 – 13.880.014. xyxy=(599,1263,985,1292)
article xyxy=(1194,1302,1560,1527)
article-headline: ΑΓΝΩΣΤΟΣ ΝΕΑΡΟΣ ΑΠΕΠΕΙΡΑΘΗ ΝΑ ΑΝΕΤΕΥΣΗ ΕΡΓΑΤΗΝ ΥΠΟ ΤΗΝ ΑΠΕΙΛΗΝ ΠΙΣΤΟΛΙΟΥ - ΠΑΙΔΙΚΟΥ ΑΘΥΡΜΑΤΟΣ xyxy=(18,202,376,231)
article-subhead: ΑΠΟ ΤΗΝ ΚΑΒΑΛΑΝ xyxy=(143,1702,251,1714)
article-body: ΑΘΗΝΑΙ, 1. — Απεφασίσθη η ίδρυσις εις την Ελλάδα βιομηχανίας ηλιακών θερμοσιφώνων, οι οποίοι κατά τα πειράματα εσημείωσαν ήδη επιτυχίαν. Η νέα βιομηχανία θα εξυπηρετήση τας ανάγκας της χώρας και θα προβή εις εξαγωγάς. Η χρήσις ηλιακής ενεργείας θεωρείται ιδιαιτέρως συμφέρουσα διά την Ελλάδα λόγω της μεγάλης ηλιοφανείας. xyxy=(599,964,985,1002)
article-body: ΑΘΗΝΑΙ, 1. — Οι υπηρεσιακοί υπόχρεοι δικαιούνται του επιδόματος 60% επί των αποδοχών των, συμφώνως προς απόφασιν του υπουργείου Οικονομικών. xyxy=(396,1537,586,1574)
article xyxy=(995,1141,1187,1298)
column-rule xyxy=(592,8,593,2346)
article-body: ΚΑΛΑΜΑΤΑ, 1. — Η γενική συνέλευσις του δικηγορικού συλλόγου Καλαμάτας απεφάσισε την αποχήν από τα καθήκοντά της εις ένδειξιν διαμαρτυρίας διά την υποβάθμισιν του πρωτοδικείου της πόλεως. xyxy=(396,370,586,418)
article xyxy=(1194,8,1560,370)
column-rule xyxy=(991,8,992,2346)
article-body: ΑΘΗΝΑΙ, 1. — Νέον κλιμάκιον εργατών και εργατριών αναχωρεί την προσεχή εβδομάδα διά την Δυτικήν Γερμανίαν, όπου θα εργασθούν εις βιομηχανικάς επιχειρήσεις. xyxy=(396,533,586,570)
article-headline: Η ΑΙΤΝΑ ΑΦΥΠΝΙΣΘΗ ΚΑΙ ΕΞΕΠΕΜΨΕ ΝΕΦΗ ΚΑΠΝΟΥ xyxy=(1006,1946,1175,1976)
article-headline: ΗΥΞΗΘΗΣΑΝ ΟΙ ΜΙΣΘΟΙ ΤΩΝ ΑΜΕΡΙΚΑΝΩΝ ΣΤΡΑΤΙΩΤΙΚΩΝ xyxy=(1001,1780,1181,1809)
article-headline: Η ΠΕΡΣΙΑ ΑΠΕΚΤΗΣΕ ΔΙΑ ΠΡΩΤΗΝ ΦΟΡΑΝ ΓΥΝΑΙΚΑ ΓΕΡΟΥΣΙΑΣΤΗΝ xyxy=(411,1848,571,1893)
article-headline: ΠΡΩΤΟΦΑΝΗΣ ΠΕΡΙΠΤΩΣΙΣ ΑΙΜΟΜΙΞΙΑΣ ΕΙΣ ΠΕΙΡΑΙΑ xyxy=(632,686,952,701)
article-headline: ΜΙΚΡΑΙ ΕΓΧΩΡΙΑΙ ΕΙΔΗΣΕΙΣ ΧΩΡΙΣ ΤΙΤΛΟΝ xyxy=(665,1829,918,1844)
article-body: ΚΩΝΣΤΑΝΤΙΝΟΥΠΟΛΙΣ, 1. — Η Δυτική Γερμανία θα βοηθήση την Τουρκίαν διά να κατασκευάση το φράγμα του Ευφράτου, το οποίον θα αρδεύη μεγάλας εκτάσεις. xyxy=(1197,1845,1557,1864)
article-headline: Η ΣΥΝΕΣΤΙΑΣΙΣ ΤΟΥ ΡΟΤΑΡΙΑΝΟΥ ΟΜΙΛΟΥ xyxy=(69,1255,325,1269)
